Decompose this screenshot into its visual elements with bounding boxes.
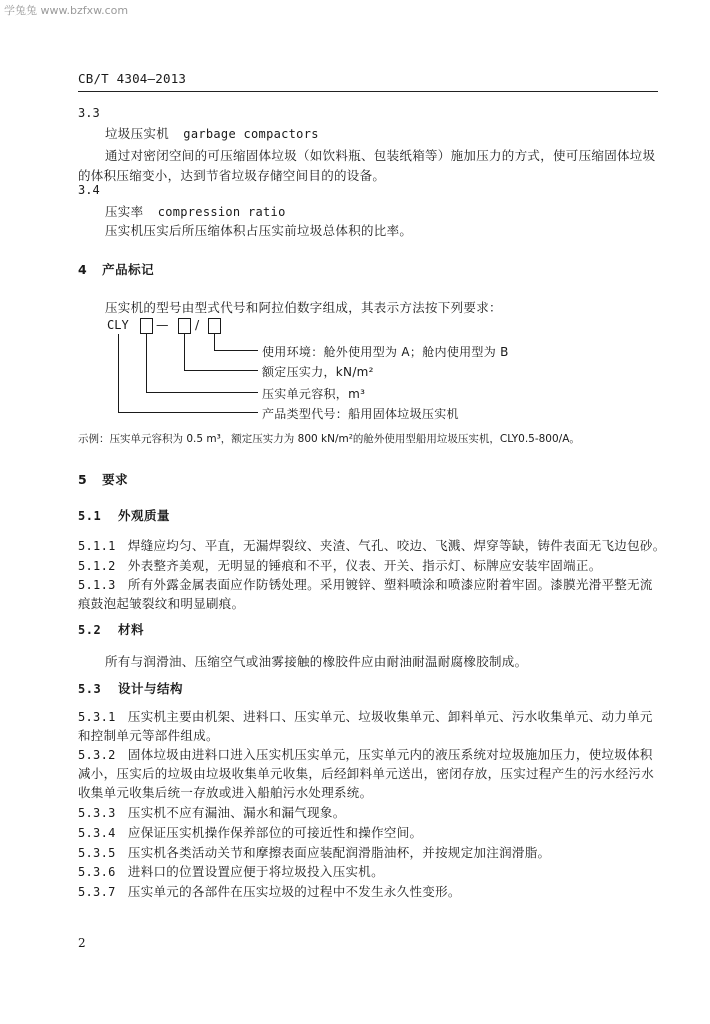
environment-placeholder-box <box>208 318 221 334</box>
clause-3-4-definition: 压实机压实后所压缩体积占压实前垃圾总体积的比率。 <box>105 223 413 238</box>
volume-placeholder-box <box>140 318 153 334</box>
item-number: 5.3.1 <box>78 710 116 724</box>
watermark: 学兔兔 www.bzfxw.com <box>4 4 129 17</box>
item-number: 5.3.3 <box>78 806 116 820</box>
item-5-3-4 <box>78 823 422 841</box>
item-text: 所有外露金属表面应作防锈处理。采用镀锌、塑料喷涂和喷漆应附着牢固。漆膜光滑平整无流 <box>127 577 653 592</box>
force-placeholder-box <box>178 318 191 334</box>
connector-volume <box>146 334 147 392</box>
item-text: 压实机主要由机架、进料口、压实单元、垃圾收集单元、卸料单元、污水收集单元、动力单元 <box>127 709 653 724</box>
item-text: 固体垃圾由进料口进入压实机压实单元，压实单元内的液压系统对垃圾施加压力，使垃圾体积 <box>127 747 653 762</box>
section-number: 4 <box>78 262 88 277</box>
term-en: garbage compactors <box>183 127 319 141</box>
clause-3-4-term <box>105 202 286 220</box>
model-prefix: CLY <box>107 318 129 332</box>
legend-compaction-volume: 压实单元容积，m³ <box>262 387 366 401</box>
marking-intro: 压实机的型号由型式代号和阿拉伯数字组成，其表示方法按下列要求： <box>105 300 502 315</box>
leader-force <box>184 370 258 371</box>
item-5-1-2 <box>78 556 602 574</box>
section-5-heading <box>78 470 128 488</box>
connector-type <box>118 334 119 412</box>
item-text: 焊缝应均匀、平直，无漏焊裂纹、夹渣、气孔、咬边、飞溅、焊穿等缺，铸件表面无飞边包砂。 <box>127 538 666 553</box>
item-text: 进料口的位置设置应便于将垃圾投入压实机。 <box>127 864 384 879</box>
item-5-3-3 <box>78 803 346 821</box>
section-title: 产品标记 <box>102 262 155 277</box>
item-5-3-7 <box>78 882 461 900</box>
leader-environment <box>214 350 258 351</box>
item-5-1-3-cont: 痕鼓泡起皱裂纹和明显刷痕。 <box>78 596 245 611</box>
clause-5-3-heading <box>78 679 183 697</box>
item-5-3-2 <box>78 745 653 763</box>
header-rule <box>78 91 658 92</box>
term-cn: 压实率 <box>105 204 144 219</box>
clause-5-1-heading <box>78 506 170 524</box>
item-text: 外表整齐美观，无明显的锤痕和不平，仪表、开关、指示灯、标牌应安装牢固端正。 <box>127 558 602 573</box>
legend-product-type: 产品类型代号：船用固体垃圾压实机 <box>262 407 459 421</box>
standard-number: CB/T 4304—2013 <box>78 71 187 86</box>
item-number: 5.1.2 <box>78 559 116 573</box>
item-5-3-5 <box>78 843 550 861</box>
clause-3-4-number: 3.4 <box>78 183 100 197</box>
clause-3-3-term <box>105 124 319 142</box>
term-en: compression ratio <box>157 205 286 219</box>
leader-volume <box>146 392 258 393</box>
item-5-3-2-cont-1: 减小，压实后的垃圾由垃圾收集单元收集，后经卸料单元送出，密闭存放，压实过程产生的污水经污水 <box>78 766 655 781</box>
page-number: 2 <box>78 936 86 950</box>
item-number: 5.3.2 <box>78 748 116 762</box>
clause-title: 设计与结构 <box>118 681 184 696</box>
item-5-3-2-cont-2: 收集单元收集后统一存放或进入船舶污水处理系统。 <box>78 785 373 800</box>
term-cn: 垃圾压实机 <box>105 126 170 141</box>
item-number: 5.3.5 <box>78 846 116 860</box>
clause-3-3-number: 3.3 <box>78 106 100 120</box>
section-4-heading <box>78 260 154 278</box>
legend-rated-force: 额定压实力，kN/m² <box>262 365 374 379</box>
clause-title: 外观质量 <box>118 508 171 523</box>
item-5-3-1 <box>78 707 653 725</box>
clause-number: 5.1 <box>78 509 102 523</box>
clause-3-3-definition-line-1: 通过对密闭空间的可压缩固体垃圾（如饮料瓶、包装纸箱等）施加压力的方式，使可压缩固体垃圾 <box>105 148 656 163</box>
item-number: 5.1.3 <box>78 578 116 592</box>
item-text: 应保证压实机操作保养部位的可接近性和操作空间。 <box>127 825 423 840</box>
item-text: 压实机不应有漏油、漏水和漏气现象。 <box>127 805 346 820</box>
leader-type <box>118 412 258 413</box>
clause-3-3-definition-line-2: 的体积压缩变小，达到节省垃圾存储空间目的的设备。 <box>78 168 386 183</box>
item-number: 5.1.1 <box>78 539 116 553</box>
item-5-3-1-cont: 和控制单元等部件组成。 <box>78 728 219 743</box>
clause-title: 材料 <box>118 622 145 637</box>
item-number: 5.3.7 <box>78 885 116 899</box>
item-5-3-6 <box>78 862 384 880</box>
item-text: 压实单元的各部件在压实垃圾的过程中不发生永久性变形。 <box>127 884 461 899</box>
item-number: 5.3.6 <box>78 865 116 879</box>
clause-5-2-heading <box>78 620 144 638</box>
marking-slash: / <box>195 317 200 332</box>
clause-number: 5.2 <box>78 623 102 637</box>
item-5-1-1 <box>78 536 666 554</box>
clause-5-2-text: 所有与润滑油、压缩空气或油雾接触的橡胶件应由耐油耐温耐腐橡胶制成。 <box>105 654 528 669</box>
marking-dash: — <box>156 317 169 332</box>
section-number: 5 <box>78 472 88 487</box>
marking-example: 示例：压实单元容积为 0.5 m³，额定压实力为 800 kN/m²的舱外使用型船用垃圾压实机，CLY0.5-800/A。 <box>78 433 580 445</box>
legend-environment: 使用环境：舱外使用型为 A；舱内使用型为 B <box>262 345 509 359</box>
connector-environment <box>214 334 215 350</box>
connector-force <box>184 334 185 370</box>
section-title: 要求 <box>102 472 129 487</box>
clause-number: 5.3 <box>78 682 102 696</box>
item-5-1-3 <box>78 575 653 593</box>
item-text: 压实机各类活动关节和摩擦表面应装配润滑脂油杯，并按规定加注润滑脂。 <box>127 845 551 860</box>
item-number: 5.3.4 <box>78 826 116 840</box>
